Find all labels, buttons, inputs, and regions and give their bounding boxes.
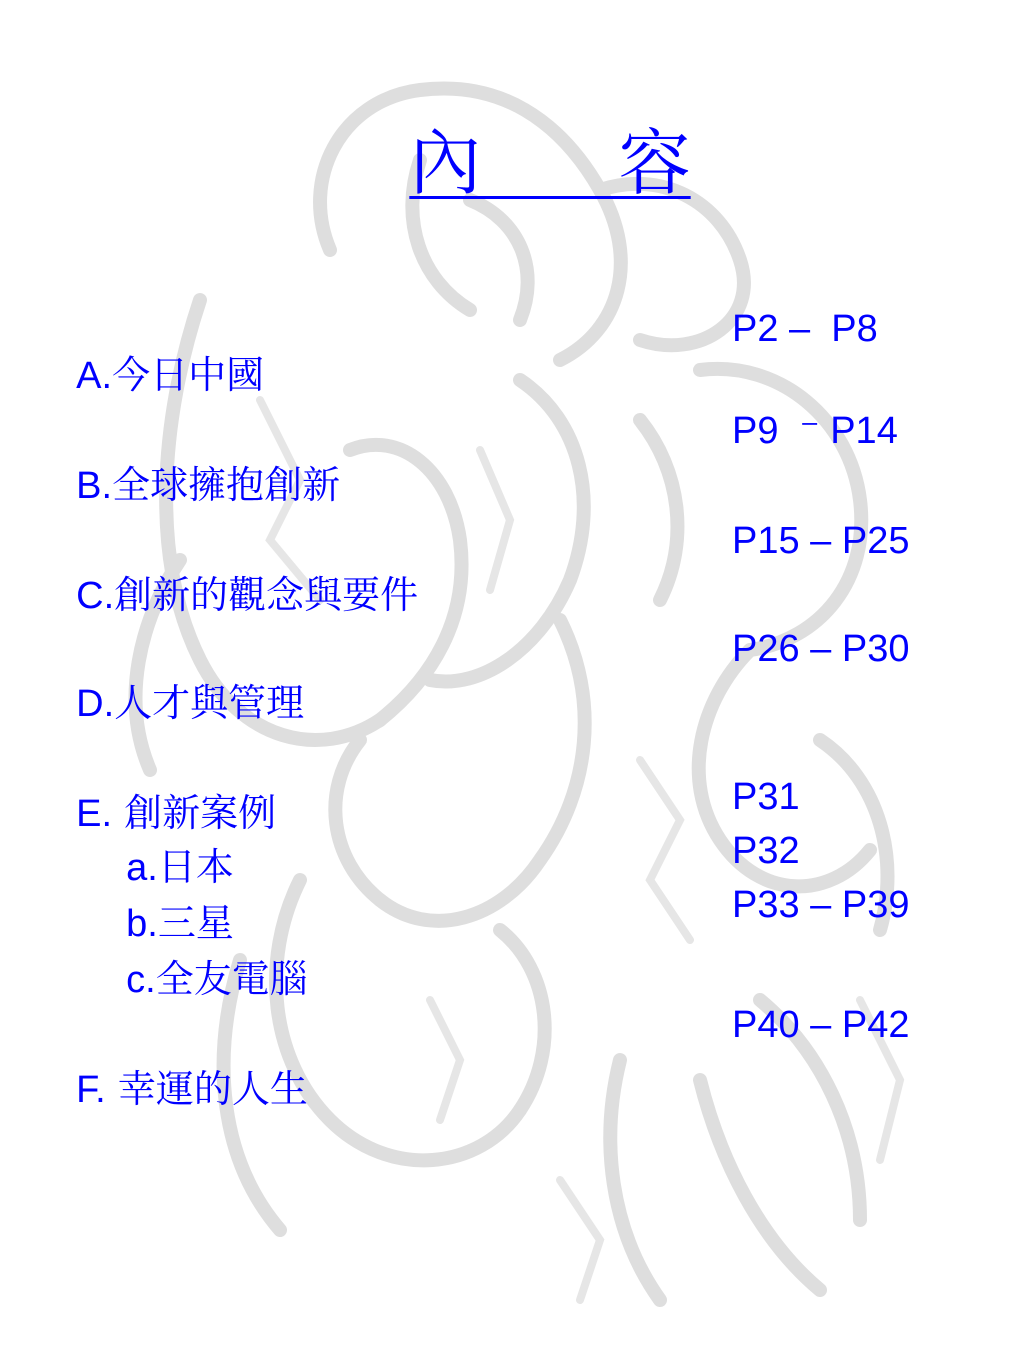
toc-pages-b: P9 ⁻ P14 <box>732 410 898 452</box>
toc-title: 日本 <box>157 845 234 889</box>
toc-pages-sub-b: P32 <box>732 830 800 872</box>
toc-letter: b. <box>126 903 158 945</box>
toc-title: 全友電腦 <box>155 957 308 1001</box>
toc-entry-b <box>52 404 340 513</box>
page-title <box>0 118 1024 208</box>
toc-pages-sub-c: P33 – P39 <box>732 884 910 926</box>
toc-title: 全球擁抱創新 <box>112 463 341 507</box>
toc-entry-d <box>52 622 304 731</box>
toc-entry-c <box>52 514 418 623</box>
toc-entry-a <box>52 294 264 403</box>
toc-letter: D. <box>76 683 115 725</box>
toc-title: 人才與管理 <box>114 681 305 725</box>
toc-title: 三星 <box>157 901 234 945</box>
toc-letter: B. <box>76 465 113 507</box>
toc-pages-c: P15 – P25 <box>732 520 910 562</box>
toc-pages-f: P40 – P42 <box>732 1004 910 1046</box>
toc-title: 幸運的人生 <box>105 1067 308 1111</box>
toc-letter: F. <box>76 1069 106 1111</box>
toc-pages-sub-a: P31 <box>732 776 800 818</box>
toc-entry-f <box>52 1008 308 1117</box>
toc-letter: C. <box>76 575 115 617</box>
page-title-text: 內 容 <box>409 121 691 205</box>
toc-letter: a. <box>126 847 158 889</box>
toc-pages-d: P26 – P30 <box>732 628 910 670</box>
toc-pages-a: P2 – P8 <box>732 308 878 350</box>
toc-letter: c. <box>126 959 156 1001</box>
toc-title: 創新的觀念與要件 <box>114 573 419 617</box>
toc-title: 創新案例 <box>112 791 277 835</box>
toc-title: 今日中國 <box>112 353 265 397</box>
toc-subentry-c <box>102 898 308 1007</box>
toc-letter: E. <box>76 793 113 835</box>
toc-letter: A. <box>76 355 113 397</box>
